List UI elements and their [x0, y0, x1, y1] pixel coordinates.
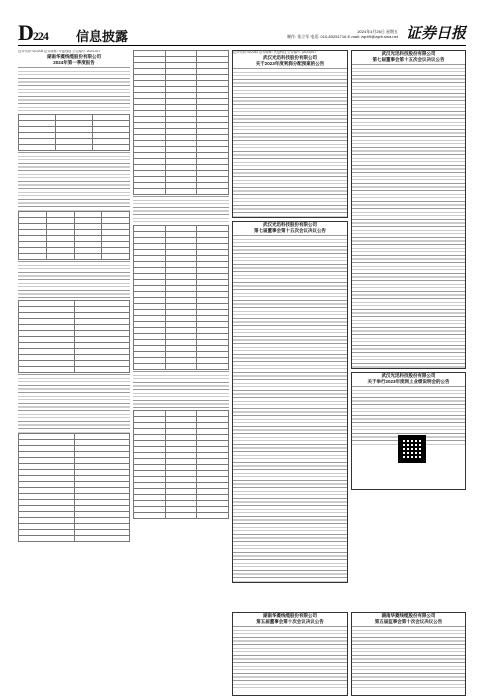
- article-title: 武汉光迅科技股份有限公司: [263, 54, 317, 60]
- stock-code-line: 证券代码: 002281 证券简称: 光迅科技 公告编号: (2024)017: [233, 50, 317, 54]
- article-subtitle: 第七届董事会第十五次会议决议公告: [372, 57, 445, 62]
- article-title: 湖南华菱线缆股份有限公司: [263, 613, 317, 618]
- financial-table: [18, 114, 130, 151]
- article-subtitle: 关于2023年度利润分配预案的公告: [255, 60, 325, 66]
- header-rule: [18, 45, 466, 46]
- article-subtitle: 第七届董事会第十五次会议决议公告: [254, 227, 326, 233]
- column-middle: [232, 50, 348, 610]
- table-notes: [133, 370, 229, 410]
- article-subtitle: 第五届董事会第十次会议决议公告: [256, 619, 324, 624]
- article-title: 武汉光迅科技股份有限公司: [381, 373, 436, 378]
- stock-code-line: 证券代码: 001208 证券简称: 华菱线缆 公告编号: 2024-027: [18, 50, 101, 53]
- article-title: 湖南华菱线缆股份有限公司: [381, 613, 436, 618]
- column-left: [18, 50, 130, 690]
- header-meta: [287, 29, 398, 39]
- article-body: [233, 625, 347, 689]
- article-title: 湖南华菱线缆股份有限公司: [47, 53, 101, 59]
- article-body: [352, 63, 465, 368]
- article-title: 武汉光迅科技股份有限公司: [381, 51, 436, 56]
- article-body: [18, 151, 130, 211]
- section-title: 信息披露: [76, 30, 129, 45]
- qr-code-icon: [398, 435, 426, 463]
- article-body: [233, 234, 347, 582]
- page-header: [0, 0, 484, 46]
- article-title: 武汉光迅科技股份有限公司: [263, 221, 317, 227]
- page-number: D224: [18, 20, 48, 45]
- column-right: [351, 50, 466, 610]
- table-notes: [133, 195, 229, 225]
- article-subtitle: 2024年第一季度报告: [53, 59, 95, 65]
- article-subtitle: 第五届监事会第十次会议决议公告: [374, 619, 443, 624]
- column-tables: [133, 50, 229, 690]
- article-body: [18, 260, 130, 300]
- article-body: [18, 373, 130, 433]
- announcement-box: [232, 612, 348, 696]
- cash-flow-table: [133, 410, 229, 519]
- newspaper-logo: 证券日报: [405, 24, 466, 42]
- financial-table: [18, 433, 130, 542]
- financial-table: [18, 300, 130, 373]
- announcement-box: [351, 612, 466, 696]
- article-body: [18, 66, 130, 114]
- article-subtitle: 关于举行2023年度网上业绩说明会的公告: [367, 379, 450, 384]
- announcement-box: [232, 50, 348, 218]
- date-line: 2024年4月26日 星期五: [357, 29, 398, 34]
- article-body: [352, 625, 465, 689]
- editor-line: 制作: 张立军 电话: 010-83251716 E-mail: zqrb9@zqrb.sina.net: [287, 34, 398, 39]
- financial-table: [18, 211, 130, 260]
- balance-sheet-table: [133, 50, 229, 195]
- article-body: [233, 67, 347, 217]
- announcement-box: [351, 372, 466, 490]
- announcement-box: [351, 50, 466, 369]
- announcement-box: [232, 221, 348, 583]
- income-statement-table: [133, 225, 229, 370]
